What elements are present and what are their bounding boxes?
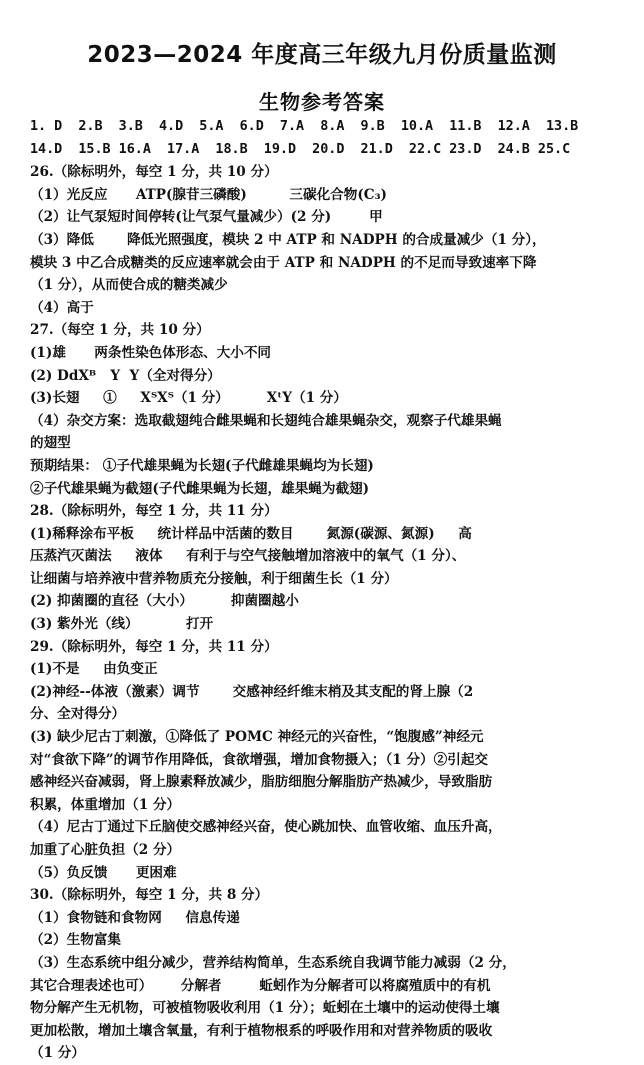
question-30 bbox=[30, 884, 620, 1065]
answer-line: （3）降低 降低光照强度，模块 2 中 ATP 和 NADPH 的合成量减少（1 分）， bbox=[30, 231, 546, 248]
question-28-header: 28.（除标明外，每空 1 分，共 11 分） bbox=[30, 503, 278, 520]
answer-line: (3) 紫外光（线） 打开 bbox=[30, 616, 214, 633]
answer-line: 其它合理表述也可） 分解者 蚯蚓作为分解者可以将腐殖质中的有机 bbox=[30, 977, 491, 994]
question-30-header: 30.（除标明外，每空 1 分，共 8 分） bbox=[30, 887, 269, 904]
answer-line: 对“食欲下降”的调节作用降低，食欲增强，增加食物摄入；（1 分）②引起交 bbox=[30, 751, 489, 768]
answer-line: 加重了心脏负担（2 分） bbox=[30, 842, 181, 858]
answer-line: (3)长翅 ① XᵀXᵀ（1 分） XᵗY（1 分） bbox=[30, 390, 347, 407]
answer-line: (3) 缺少尼古丁刺激，①降低了 POMC 神经元的兴奋性，“饱腹感”神经元 bbox=[30, 729, 484, 746]
answer-line: （1）光反应 ATP(腺苷三磷酸) 三碳化合物(C₃) bbox=[30, 186, 387, 203]
answer-line: （4）杂交方案：选取截翅纯合雌果蝇和长翅纯合雄果蝇杂交，观察子代雄果蝇 bbox=[30, 412, 502, 429]
document-subtitle: 生物参考答案 bbox=[259, 90, 385, 114]
answer-line: 积累，体重增加（1 分） bbox=[30, 796, 181, 813]
mcq-answers-line-2: 14.D 15.B 16.A 17.A 18.B 19.D 20.D 21.D 22.C 23.D 24.B 25.C bbox=[30, 141, 571, 157]
question-29-header: 29.（除标明外，每空 1 分，共 11 分） bbox=[30, 638, 278, 655]
answer-line: (2)神经--体液（激素）调节 交感神经纤维末梢及其支配的肾上腺（2 bbox=[30, 683, 474, 700]
answer-line: （4）高于 bbox=[30, 299, 94, 316]
answer-line: 模块 3 中乙合成糖类的反应速率就会由于 ATP 和 NADPH 的不足而导致速率下降 bbox=[30, 254, 537, 271]
answer-line: （5）负反馈 更困难 bbox=[30, 864, 177, 881]
answer-line: ②子代雄果蝇为截翅(子代雌果蝇为长翅，雄果蝇为截翅) bbox=[30, 480, 370, 497]
answer-line: 更加松散，增加土壤含氧量，有利于植物根系的呼吸作用和对营养物质的吸收 bbox=[30, 1022, 493, 1039]
question-27 bbox=[30, 319, 620, 500]
answer-line: (1)不是 由负变正 bbox=[30, 661, 158, 678]
answer-line: （1）食物链和食物网 信息传递 bbox=[30, 909, 240, 926]
question-26-header: 26.（除标明外，每空 1 分，共 10 分） bbox=[30, 164, 278, 181]
document-title: 2023—2024 年度高三年级九月份质量监测 bbox=[87, 42, 557, 68]
multiple-choice-answers bbox=[30, 116, 620, 161]
answer-content bbox=[30, 116, 620, 1065]
answer-line: （2）让气泵短时间停转(让气泵气量减少）(2 分) 甲 bbox=[30, 209, 383, 226]
answer-line: 感神经兴奋减弱，肾上腺素释放减少，脂肪细胞分解脂肪产热减少，导致脂肪 bbox=[30, 774, 493, 791]
answer-line: （2）生物富集 bbox=[30, 932, 122, 949]
answer-line: (2) DdXᴮ Y Y（全对得分） bbox=[30, 367, 221, 384]
answer-line: (1)稀释涂布平板 统计样品中活菌的数目 氮源(碳源、氮源) 高 bbox=[30, 525, 472, 542]
question-26 bbox=[30, 161, 620, 319]
answer-line: 让细菌与培养液中营养物质充分接触，利于细菌生长（1 分） bbox=[30, 570, 398, 587]
answer-line: （4）尼古丁通过下丘脑使交感神经兴奋，使心跳加快、血管收缩、血压升高， bbox=[30, 819, 502, 836]
answer-line: (2) 抑菌圈的直径（大小） 抑菌圈越小 bbox=[30, 593, 299, 610]
answer-line: (1)雄 两条性染色体形态、大小不同 bbox=[30, 344, 272, 361]
mcq-answers-line-1: 1. D 2.B 3.B 4.D 5.A 6.D 7.A 8.A 9.B 10.A 11.B 12.A 13.B bbox=[30, 119, 579, 134]
answer-line: 分、全对得分） bbox=[30, 706, 126, 723]
question-29 bbox=[30, 636, 620, 885]
answer-line: 的翅型 bbox=[30, 435, 71, 452]
answer-line: （3）生态系统中组分减少，营养结构简单，生态系统自我调节能力减弱（2 分， bbox=[30, 954, 516, 971]
question-28 bbox=[30, 500, 620, 636]
answer-line: 预期结果： ①子代雄果蝇为长翅(子代雌雄果蝇均为长翅) bbox=[30, 457, 374, 474]
answer-line: 压蒸汽灭菌法 液体 有利于与空气接触增加溶液中的氧气（1 分）、 bbox=[30, 548, 466, 565]
answer-line: （1 分） bbox=[30, 1045, 85, 1062]
answer-line: （1 分），从而使合成的糖类减少 bbox=[30, 277, 228, 294]
question-27-header: 27.（每空 1 分，共 10 分） bbox=[30, 322, 210, 339]
answer-line: 物分解产生无机物，可被植物吸收利用（1 分）；蚯蚓在土壤中的运动使得土壤 bbox=[30, 1000, 500, 1017]
